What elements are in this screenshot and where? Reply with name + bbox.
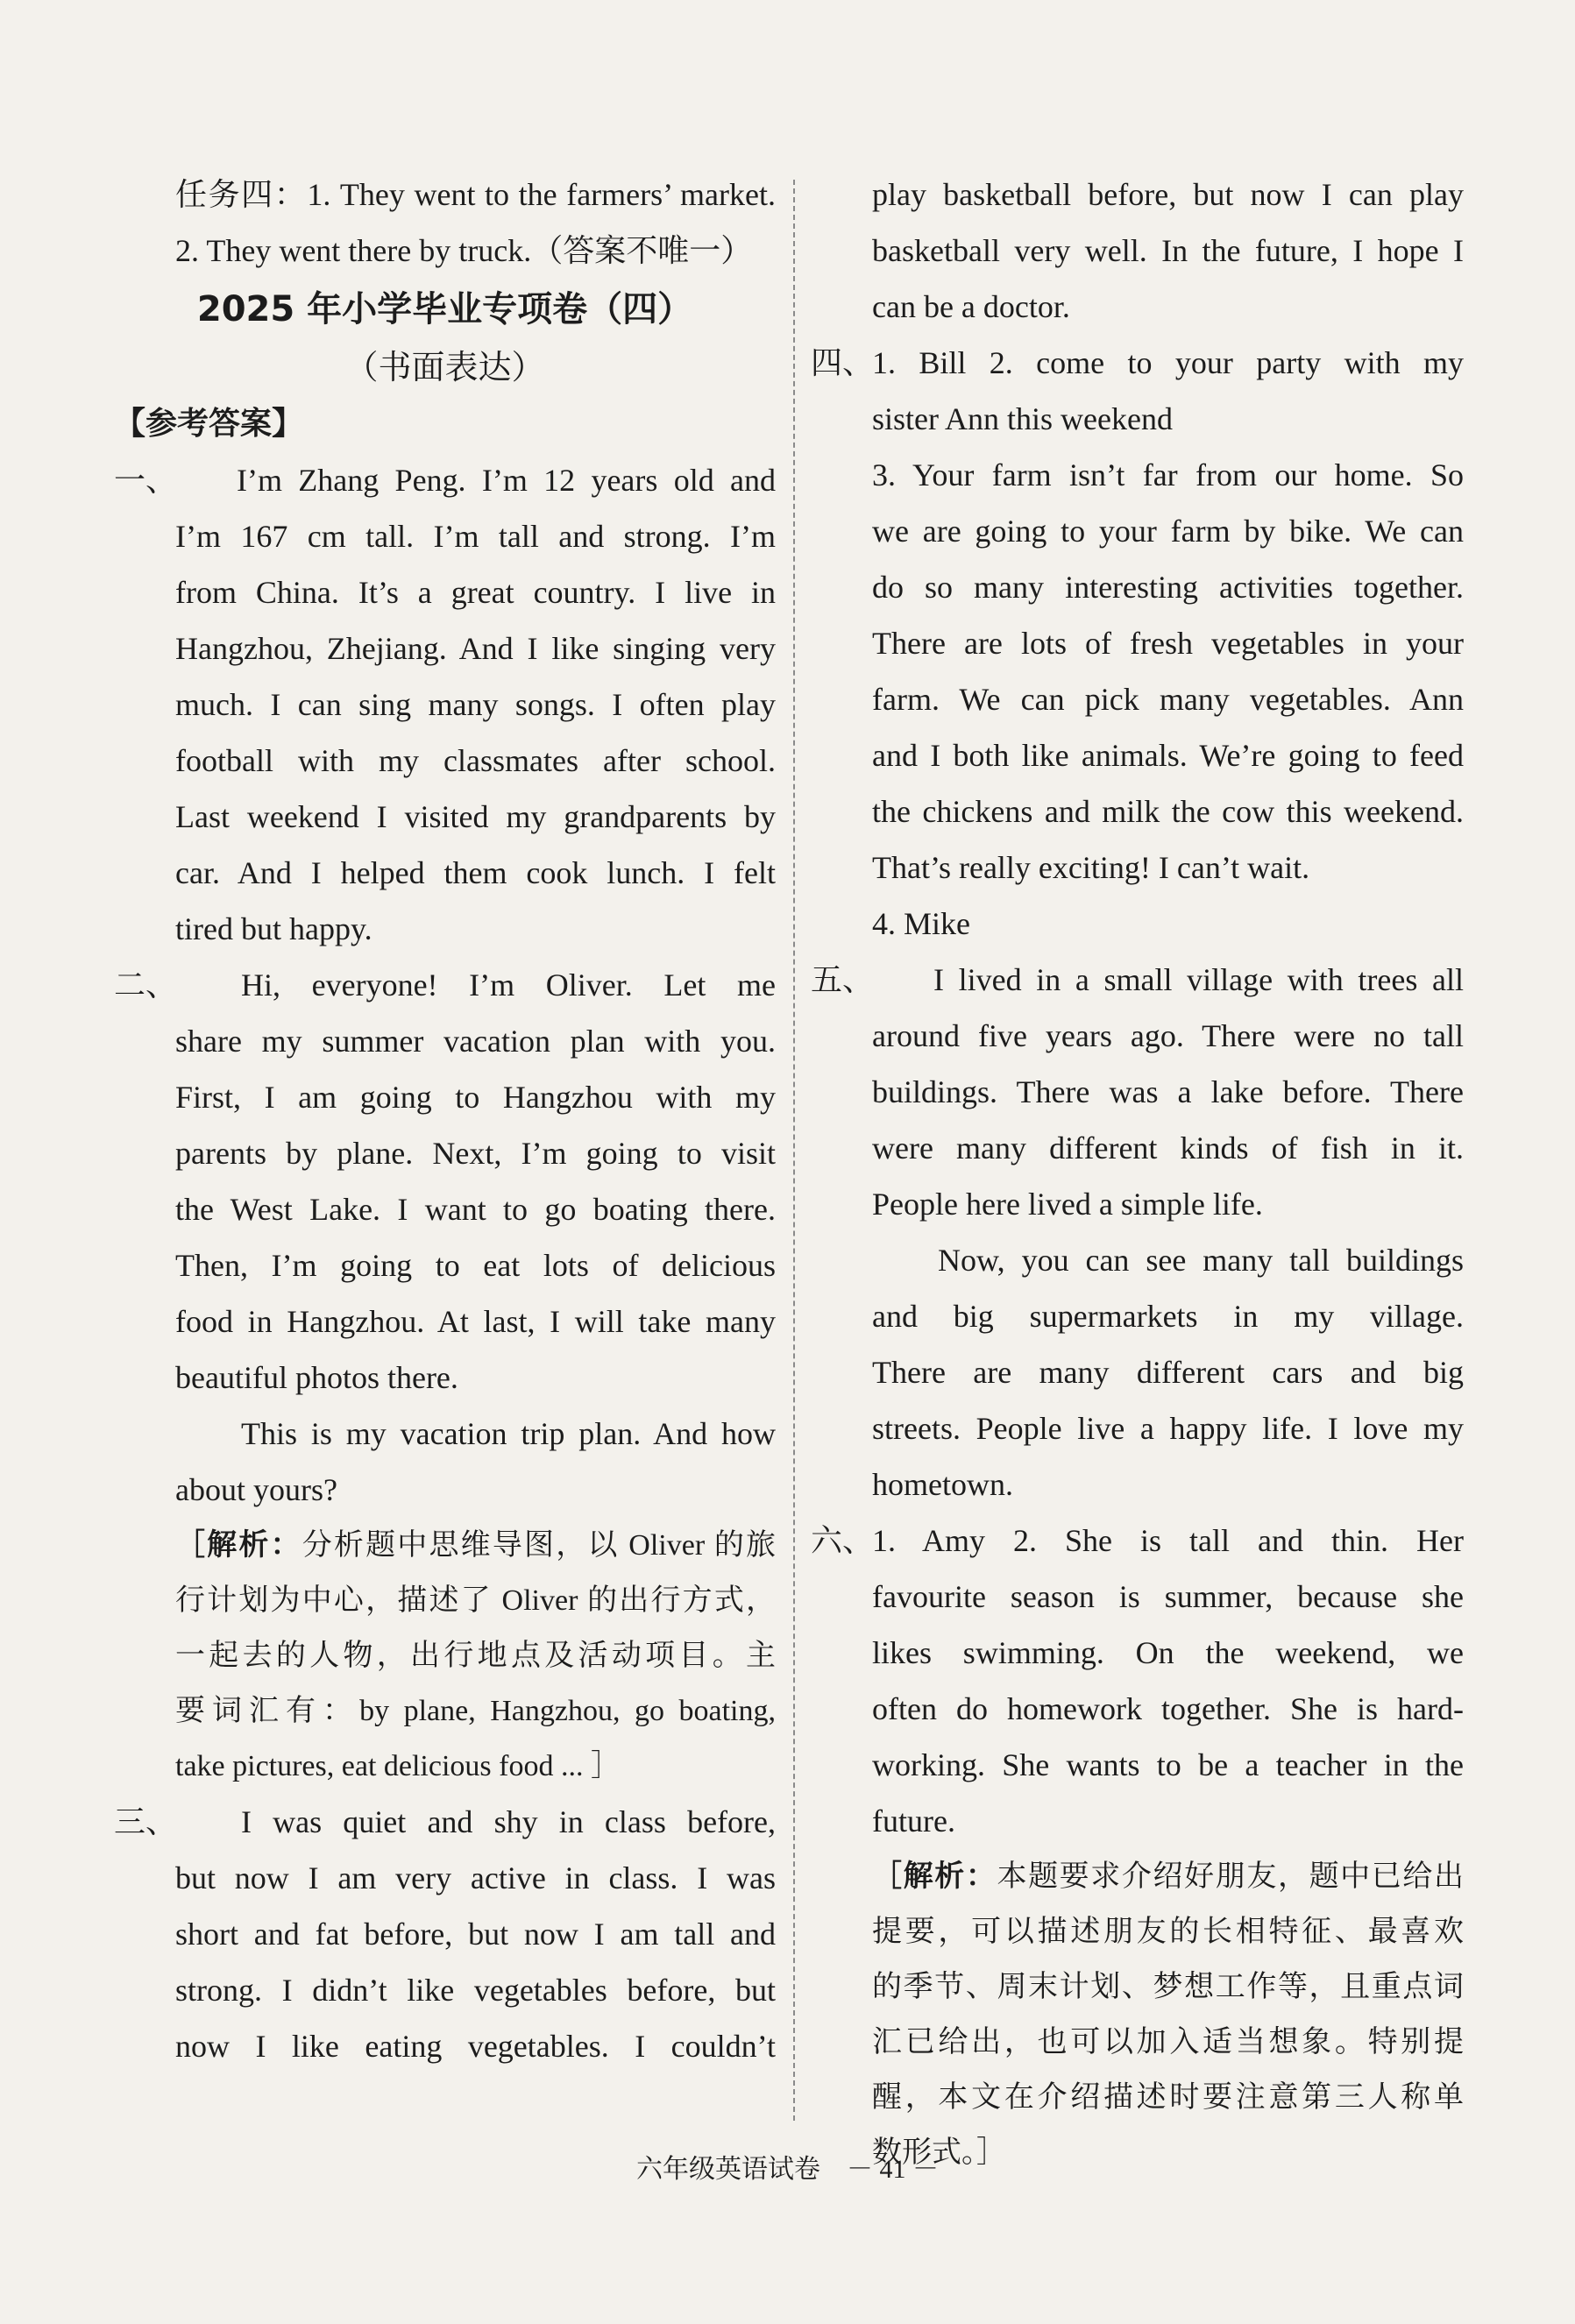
s6-line: working. She wants to be a teacher in the — [872, 1747, 1464, 1782]
page-footer: 六年级英语试卷 － 41 － — [636, 2155, 939, 2184]
s6-line: often do homework together. She is hard- — [872, 1691, 1464, 1726]
s6-line: favourite season is summer, because she — [872, 1579, 1464, 1614]
s5-p2-line: and big supermarkets in my village. — [872, 1299, 1464, 1334]
s5-line: 五、 I lived in a small village with trees all — [811, 952, 1464, 1008]
s6-line: likes swimming. On the weekend, we — [872, 1635, 1464, 1670]
s4-line: That’s really exciting! I can’t wait. — [872, 850, 1310, 885]
s2-line: Then, I’m going to eat lots of delicious — [175, 1248, 776, 1283]
note-label: ［解析： — [175, 1527, 302, 1562]
s4-line: farm. We can pick many vegetables. Ann — [872, 682, 1464, 717]
note-line: 行计划为中心，描述了 Oliver 的出行方式， — [175, 1584, 776, 1617]
s5-line: People here lived a simple life. — [872, 1187, 1263, 1222]
s2-line: beautiful photos there. — [175, 1360, 458, 1395]
section-marker: 一、 — [114, 463, 178, 498]
s2-line: First, I am going to Hangzhou with my — [175, 1080, 776, 1115]
note-line: take pictures, eat delicious food ... ］ — [175, 1750, 621, 1782]
s4-line: There are lots of fresh vegetables in your — [872, 626, 1464, 661]
note-line: ［解析：本题要求介绍好朋友，题中已给出 — [872, 1859, 1465, 1894]
answers-heading: 【参考答案】 — [114, 406, 304, 442]
s5-line: around five years ago. There were no tall — [872, 1018, 1464, 1053]
s4-line: do so many interesting activities together. — [872, 570, 1464, 605]
section-marker: 六、 — [811, 1523, 875, 1558]
section-marker: 四、 — [811, 345, 875, 380]
left-column — [114, 167, 776, 2074]
note-line: 数形式。］ — [872, 2136, 1006, 2169]
s3-line: 三、 I was quiet and shy in class before, — [114, 1794, 776, 1850]
s3-line: but now I am very active in class. I was — [175, 1860, 776, 1895]
s3-line: now I like eating vegetables. I couldn’t — [175, 2029, 776, 2064]
s2-line: food in Hangzhou. At last, I will take many — [175, 1304, 776, 1339]
section-marker: 三、 — [114, 1804, 178, 1839]
s3-cont-line: can be a doctor. — [872, 289, 1070, 324]
s1-line: tired but happy. — [175, 911, 372, 946]
s2-line: share my summer vacation plan with you. — [175, 1024, 776, 1059]
task4-line1: 任务四：1. They went to the farmers’ market. — [175, 177, 776, 212]
s6-line: future. — [872, 1803, 955, 1839]
s5-p2-line: streets. People live a happy life. I love my — [872, 1411, 1464, 1446]
note-line: 一起去的人物，出行地点及活动项目。主 — [175, 1640, 776, 1672]
s5-line: were many different kinds of fish in it. — [872, 1130, 1464, 1166]
s6-line: 六、1. Amy 2. She is tall and thin. Her — [811, 1513, 1464, 1569]
exam-subtitle: （书面表达） — [344, 350, 545, 386]
note-line: 的季节、周末计划、梦想工作等，且重点词 — [872, 1971, 1464, 2003]
s4-line: sister Ann this weekend — [872, 401, 1173, 436]
note-line: 要词汇有：by plane, Hangzhou, go boating, — [175, 1695, 776, 1727]
s1-line: 一、 I’m Zhang Peng. I’m 12 years old and — [114, 452, 776, 508]
s3-line: short and fat before, but now I am tall and — [175, 1917, 776, 1952]
exam-title: 2025 年小学毕业专项卷（四） — [196, 289, 693, 329]
s5-p2-line: Now, you can see many tall buildings — [938, 1243, 1464, 1278]
s4-line: we are going to your farm by bike. We can — [872, 514, 1464, 549]
s1-line: much. I can sing many songs. I often play — [175, 687, 776, 722]
s4-line: and I both like animals. We’re going to feed — [872, 738, 1464, 773]
s1-line: car. And I helped them cook lunch. I felt — [175, 855, 776, 890]
s2-line: the West Lake. I want to go boating there. — [175, 1192, 776, 1227]
s6-analysis-note — [811, 1849, 1464, 2180]
s4-line: 4. Mike — [872, 906, 970, 941]
note-line: 醒，本文在介绍描述时要注意第三人称单 — [872, 2081, 1464, 2114]
s2-analysis-note — [114, 1518, 776, 1794]
s1-line: I’m 167 cm tall. I’m tall and strong. I’m — [175, 519, 776, 554]
s5-line: buildings. There was a lake before. There — [872, 1074, 1464, 1109]
column-divider — [793, 180, 795, 2121]
s2-p2-line: This is my vacation trip plan. And how — [241, 1416, 776, 1451]
s1-line: football with my classmates after school. — [175, 743, 776, 778]
section-marker: 五、 — [811, 962, 875, 997]
note-line: 汇已给出，也可以加入适当想象。特别提 — [872, 2026, 1464, 2058]
right-column — [811, 167, 1464, 2180]
s2-line: 二、 Hi, everyone! I’m Oliver. Let me — [114, 957, 776, 1013]
s4-line: 3. Your farm isn’t far from our home. So — [872, 457, 1464, 492]
s1-line: Hangzhou, Zhejiang. And I like singing very — [175, 631, 776, 666]
s5-p2-line: There are many different cars and big — [872, 1355, 1464, 1390]
s3-cont-line: play basketball before, but now I can play — [872, 177, 1464, 212]
section-marker: 二、 — [114, 967, 178, 1003]
note-line: ［解析：分析题中思维导图，以 Oliver 的旅 — [175, 1527, 777, 1562]
s3-line: strong. I didn’t like vegetables before, but — [175, 1973, 776, 2008]
note-line: 提要，可以描述朋友的长相特征、最喜欢 — [872, 1916, 1464, 1948]
s1-line: from China. It’s a great country. I live in — [175, 575, 776, 610]
s5-p2-line: hometown. — [872, 1467, 1013, 1502]
task4-line2: 2. They went there by truck.（答案不唯一） — [175, 233, 753, 268]
s1-line: Last weekend I visited my grandparents by — [175, 799, 776, 834]
note-label: ［解析： — [872, 1859, 997, 1894]
s2-p2-line: about yours? — [175, 1472, 337, 1507]
s3-cont-line: basketball very well. In the future, I hope I — [872, 233, 1464, 268]
s4-line: the chickens and milk the cow this weekend. — [872, 794, 1464, 829]
s2-line: parents by plane. Next, I’m going to visit — [175, 1136, 776, 1171]
s4-line: 四、1. Bill 2. come to your party with my — [811, 335, 1464, 391]
